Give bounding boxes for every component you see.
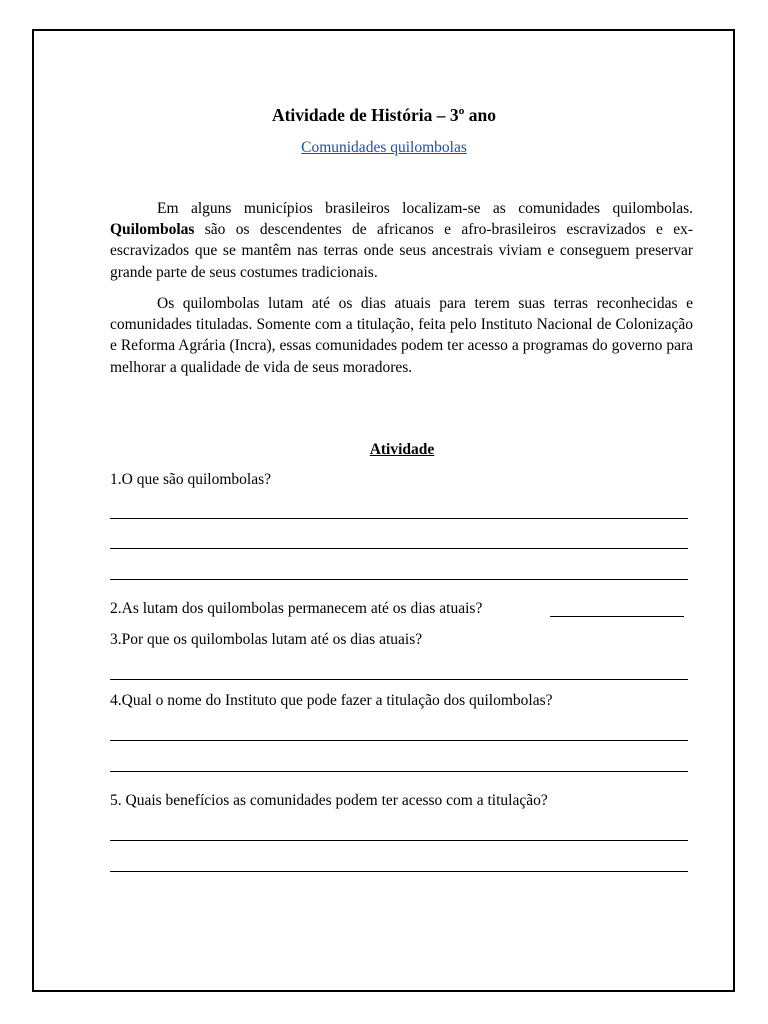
question-4: 4.Qual o nome do Instituto que pode fazer a titulação dos quilombolas?	[110, 692, 553, 709]
answer-line-q1-2[interactable]	[110, 548, 688, 549]
answer-blank-q2[interactable]	[550, 616, 684, 617]
paragraph-1-intro: Em alguns municípios brasileiros localizam-se as comunidades quilombolas.	[157, 200, 693, 217]
answer-line-q1-1[interactable]	[110, 518, 688, 519]
activity-heading: Atividade	[369, 441, 435, 458]
document-subtitle: Comunidades quilombolas	[301, 139, 467, 156]
answer-line-q4-1[interactable]	[110, 740, 688, 741]
question-3: 3.Por que os quilombolas lutam até os dias atuais?	[110, 631, 423, 648]
paragraph-1-rest: são os descendentes de africanos e afro-brasileiros escravizados e ex-escravizados que se mantêm nas terras onde seus ancestrais viviam e conseguem preservar grande parte de seus costumes tradicionais.	[110, 221, 693, 281]
question-1: 1.O que são quilombolas?	[110, 471, 272, 488]
answer-line-q3-1[interactable]	[110, 679, 688, 680]
paragraph-1-bold-term: Quilombolas	[110, 221, 195, 239]
paragraph-1	[110, 198, 693, 283]
answer-line-q1-3[interactable]	[110, 579, 688, 580]
answer-line-q5-2[interactable]	[110, 871, 688, 872]
answer-line-q4-2[interactable]	[110, 771, 688, 772]
question-5: 5. Quais benefícios as comunidades podem ter acesso com a titulação?	[110, 792, 548, 809]
answer-line-q5-1[interactable]	[110, 840, 688, 841]
paragraph-2: Os quilombolas lutam até os dias atuais para terem suas terras reconhecidas e comunidades tituladas. Somente com a titulação, feita pelo Instituto Nacional de Colonização e Reforma Agrária (Incra), essas comunidades podem ter acesso a programas do governo para melhorar a qualidade de vida de seus moradores.	[110, 295, 693, 376]
question-2: 2.As lutam dos quilombolas permanecem até os dias atuais?	[110, 600, 483, 617]
document-title: Atividade de História – 3º ano	[271, 105, 497, 125]
page-border	[32, 29, 735, 992]
